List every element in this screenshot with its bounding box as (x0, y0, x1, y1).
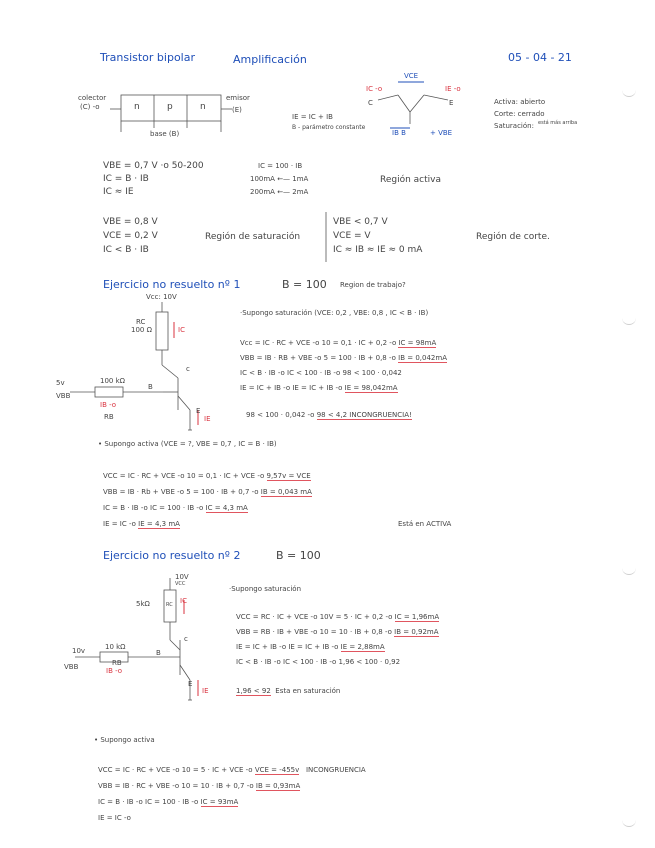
ej1-rb-name: RB (104, 413, 114, 421)
sat-vce: VCE = 0,2 V (103, 231, 158, 241)
emisor-pin: (E) (232, 106, 242, 114)
ej2-vcc: 10V (175, 573, 189, 581)
ej2-ic: IC (180, 597, 187, 605)
ej1-ie-result: IE = 98,042mA (344, 384, 398, 392)
ej2-vce-result: VCE = -455v (254, 766, 300, 774)
ej2-rc: 5kΩ (136, 600, 150, 608)
ej1-ie-act-result: IE = 4,3 mA (138, 520, 180, 528)
ej1-sat-eq5: 98 < 100 · 0,042 -o 98 < 4,2 INCONGRUENCIA! (246, 411, 412, 419)
ej2-act-eq1: VCC = IC · RC + VCE -o 10 = 5 · IC + VCE -o VCE = -455v INCONGRUENCIA (98, 766, 366, 774)
ej1-ic: IC (178, 326, 185, 334)
ej2-title: Ejercicio no resuelto nº 2 (103, 549, 241, 562)
corte-vbe: VBE < 0,7 V (333, 217, 388, 227)
ej2-sat-conclusion: 1,96 < 92 Esta en saturación (236, 687, 341, 695)
ej1-ib-act-result: IB = 0,043 mA (260, 488, 312, 496)
ej2-rc-name: RC (166, 602, 173, 608)
ej1-act-head: • Supongo activa (VCE = ?, VBE = 0,7 , IC = B · IB) (98, 440, 277, 448)
ej2-e: E (188, 680, 193, 688)
ej1-ic-act-result: IC = 4,3 mA (205, 504, 248, 512)
ej1-rb: 100 kΩ (100, 377, 125, 385)
corte-label: Región de corte. (476, 232, 550, 242)
ej2-act-eq4: IE = IC -o (98, 814, 131, 822)
ej2-ib-act-result: IB = 0,93mA (255, 782, 301, 790)
page-date: 05 - 04 - 21 (508, 51, 572, 64)
ej2-act-head: • Supongo activa (94, 736, 155, 744)
sat-label: Región de saturación (205, 232, 301, 242)
emisor-label: emisor (226, 94, 250, 102)
ej1-act-eq2: VBB = IB · Rb + VBE -o 5 = 100 · IB + 0,7 -o IB = 0,043 mA (103, 488, 312, 496)
activa-label: Región activa (380, 175, 442, 185)
ej2-vbb-name: VBB (64, 663, 79, 671)
ej2-sat-eq2: VBB = RB · IB + VBE -o 10 = 10 · IB + 0,8 -o IB = 0,92mA (236, 628, 439, 636)
vbe-label: + VBE (430, 129, 453, 137)
base-label: base (B) (150, 130, 180, 138)
ej2-rb: 10 kΩ (105, 643, 126, 651)
ej1-rc-name: RC (136, 318, 146, 326)
ej1-vce-result: 9,57v = VCE (266, 472, 311, 480)
ej2-ib: IB -o (106, 667, 123, 675)
eq-ie: IE = IC + IB (292, 113, 333, 121)
ej1-ic-result: IC = 98mA (398, 339, 437, 347)
mode-corte: Corte: cerrado (494, 110, 545, 118)
ej1-beta: B = 100 (282, 278, 327, 291)
ej1-sat-eq3: IC < B · IB -o IC < 100 · IB -o 98 < 100 · 0,042 (240, 369, 402, 377)
corte-ic: IC ≈ IB ≈ IE ≈ 0 mA (333, 245, 423, 255)
ej2-vbb: 10v (72, 647, 86, 655)
p-region: p (167, 102, 173, 112)
ej2-ic-act-result: IC = 93mA (200, 798, 239, 806)
e-terminal: E (449, 99, 454, 107)
activa-table-3: 200mA ←— 2mA (250, 188, 309, 196)
ej1-vbb-name: VBB (56, 392, 71, 400)
ej1-ie: IE (204, 415, 211, 423)
corte-vce: VCE = V (333, 231, 371, 241)
ej1-act-eq3: IC = B · IB -o IC = 100 · IB -o IC = 4,3 mA (103, 504, 248, 512)
ie-arrow-label: IE -o (445, 85, 461, 93)
page-subtitle: Amplificación (233, 53, 307, 66)
ej1-conclusion: Está en ACTIVA (398, 520, 452, 528)
activa-table-1: IC = 100 · IB (258, 162, 303, 170)
ej2-sat-eq1: VCC = RC · IC + VCE -o 10V = 5 · IC + 0,2 -o IC = 1,96mA (236, 613, 440, 621)
activa-table-2: 100mA ←— 1mA (250, 175, 309, 183)
ej1-e: E (196, 407, 201, 415)
ej2-act-eq3: IC = B · IB -o IC = 100 · IB -o IC = 93mA (98, 798, 239, 806)
ej1-act-eq1: VCC = IC · RC + VCE -o 10 = 0,1 · IC + VCE -o 9,57v = VCE (103, 472, 311, 480)
ej1-act-eq4: IE = IC -o IE = 4,3 mA (103, 520, 180, 528)
ej2-b: B (156, 649, 161, 657)
n-region-1: n (134, 102, 140, 112)
vce-label: VCE (404, 72, 419, 80)
ej1-note: Region de trabajo? (340, 281, 406, 289)
ej2-ie: IE (202, 687, 209, 695)
colector-pin: (C) -o (80, 103, 100, 111)
ej2-beta: B = 100 (276, 549, 321, 562)
c-terminal: C (368, 99, 373, 107)
ib-label: IB B (392, 129, 406, 137)
ej1-c: c (186, 365, 190, 373)
ej1-sat-eq4: IE = IC + IB -o IE = IC + IB -o IE = 98,042mA (240, 384, 398, 392)
ej1-ib: IB -o (100, 401, 117, 409)
colector-label: colector (78, 94, 107, 102)
ej2-sat-eq4: IC < B · IB -o IC < 100 · IB -o 1,96 < 100 · 0,92 (236, 658, 401, 666)
activa-ic: IC = B · IB (103, 174, 149, 184)
mode-activa: Activa: abierto (494, 98, 546, 106)
ej2-ie-result: IE = 2,88mA (340, 643, 385, 651)
ej1-sat-eq2: VBB = IB · RB + VBE -o 5 = 100 · IB + 0,8 -o IB = 0,042mA (240, 354, 447, 362)
ej1-sat-eq1: Vcc = IC · RC + VCE -o 10 = 0,1 · IC + 0,2 -o IC = 98mA (240, 339, 437, 347)
sat-vbe: VBE = 0,8 V (103, 217, 158, 227)
ej1-ib-result: IB = 0,042mA (398, 354, 447, 362)
ej1-sat-head: ·Supongo saturación (VCE: 0,2 , VBE: 0,8 , IC < B · IB) (240, 309, 429, 317)
ej1-rc: 100 Ω (131, 326, 152, 334)
ej1-title: Ejercicio no resuelto nº 1 (103, 278, 241, 291)
n-region-2: n (200, 102, 206, 112)
ej2-sat-head: ·Supongo saturación (229, 585, 302, 593)
eq-beta: B - parámetro constante (292, 124, 366, 131)
sat-ic: IC < B · IB (103, 245, 149, 255)
ej2-act-eq2: VBB = IB · RC + VBE -o 10 = 10 · IB + 0,7 -o IB = 0,93mA (98, 782, 301, 790)
ej2-ib-result: IB = 0,92mA (394, 628, 439, 636)
ej2-c: c (184, 635, 188, 643)
page-title: Transistor bipolar (100, 51, 195, 64)
mode-saturacion: Saturación: (494, 122, 534, 130)
ej1-vcc: Vcc: 10V (146, 293, 177, 301)
ej2-ic-result: IC = 1,96mA (394, 613, 440, 621)
activa-vbe: VBE = 0,7 V ·o 50-200 (103, 161, 204, 171)
ej2-sat-eq3: IE = IC + IB -o IE = IC + IB -o IE = 2,88mA (236, 643, 385, 651)
ej2-rb-name: RB (112, 659, 122, 667)
ic-arrow-label: IC -o (366, 85, 383, 93)
ej1-b: B (148, 383, 153, 391)
ej2-vcc-name: VCC (175, 581, 186, 587)
activa-ie: IC ≈ IE (103, 187, 134, 197)
ej2-comparison: 1,96 < 92 (236, 687, 271, 695)
mode-saturacion-note: está más arriba (538, 120, 578, 126)
ej1-incongruencia: 98 < 4,2 INCONGRUENCIA! (316, 411, 412, 419)
ej1-vbb: 5v (56, 379, 65, 387)
